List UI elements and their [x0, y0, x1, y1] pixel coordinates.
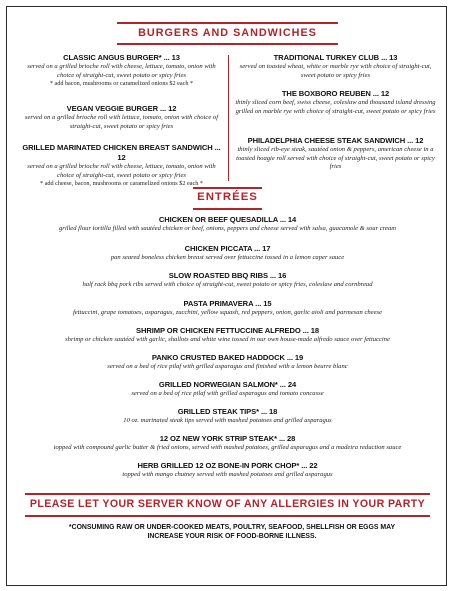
- item-description: served on a grilled brioche roll with lettuce, tomato, onion with choice of straight-cut, sweet potato or spicy fries: [24, 114, 219, 130]
- menu-item-vegan-veggie-burger: [19, 104, 224, 131]
- allergy-rule-top: [25, 493, 430, 495]
- item-name: VEGAN VEGGIE BURGER ... 12: [66, 104, 177, 113]
- entrees-rule-top: [193, 187, 262, 189]
- item-description: served on a grilled brioche roll with cheese, lettuce, tomato, onion with choice of straight-cut, sweet potato or spicy fries: [27, 63, 216, 79]
- menu-item-pork-chop: [21, 461, 434, 480]
- burgers-rule-top: [117, 22, 338, 24]
- item-description: thinly sliced rib-eye steak, sautéed onion & peppers, american cheese in a toasted hoagie roll served with choice of straight-cut, sweet potato or spicy fries: [236, 146, 435, 171]
- item-name: PASTA PRIMAVERA ... 15: [183, 299, 272, 308]
- item-name: GRILLED STEAK TIPS* ... 18: [177, 407, 278, 416]
- item-description: topped with mango chutney served with mashed potatoes and grilled asparagus: [122, 471, 333, 478]
- menu-item-quesadilla: [21, 215, 434, 234]
- menu-item-turkey-club: [233, 53, 438, 80]
- item-description: served on toasted wheat, white or marble rye with choice of straight-cut, sweet potato or spicy fries: [239, 63, 432, 79]
- menu-item-ny-strip-steak: [21, 434, 434, 453]
- menu-item-pasta-primavera: [21, 299, 434, 318]
- item-name: SLOW ROASTED BBQ RIBS ... 16: [168, 271, 287, 280]
- item-name: TRADITIONAL TURKEY CLUB ... 13: [273, 53, 398, 62]
- item-name: CHICKEN PICCATA ... 17: [184, 244, 271, 253]
- item-description: served on a bed of rice pilaf with grilled asparagus and tomato concasse: [131, 390, 324, 397]
- item-description: fettuccini, grape tomatoes, asparagus, zucchini, yellow squash, red peppers, onion, garlic aioli and parmesan cheese: [72, 309, 383, 316]
- menu-item-fettuccine-alfredo: [21, 326, 434, 345]
- item-description: 10 oz. marinated steak tips served with mashed potatoes and grilled asparagus: [123, 417, 332, 424]
- item-description: grilled flour tortilla filled with sautéed chicken or beef, onions, peppers and cheese served with salsa, guacamole & sour cream: [58, 225, 397, 232]
- menu-item-philly-cheese-steak: [233, 136, 438, 172]
- item-description: served on a grilled brioche roll with cheese, lettuce, tomato, onion with choice of straight-cut, sweet potato or spicy fries: [27, 163, 216, 179]
- allergy-rule-bottom: [25, 515, 430, 517]
- item-name: CLASSIC ANGUS BURGER* ... 13: [63, 53, 180, 62]
- column-divider: [228, 55, 229, 181]
- item-description: topped with compound garlic butter & fried onions, served with mashed potatoes, grilled asparagus and a madeira reduction sauce: [53, 444, 402, 451]
- item-name: HERB GRILLED 12 OZ BONE-IN PORK CHOP* ... 22: [137, 461, 318, 470]
- item-description: half rack bbq pork ribs served with choice of straight-cut, sweet potato or spicy fries, coleslaw and cornbread: [82, 281, 373, 288]
- raw-food-warning: *CONSUMING RAW OR UNDER-COOKED MEATS, POULTRY, SEAFOOD, SHELLFISH OR EGGS MAY INCREASE YOUR RISK OF FOOD-BORNE ILLNESS.: [68, 524, 396, 540]
- menu-item-classic-angus-burger: [19, 53, 224, 89]
- menu-item-grilled-chicken-sandwich: [19, 143, 224, 189]
- item-description: served on a bed of rice pilaf with grilled asparagus and finished with a lemon beurre blanc: [107, 363, 348, 370]
- item-name: THE BOXBORO REUBEN ... 12: [281, 89, 390, 98]
- item-name: GRILLED MARINATED CHICKEN BREAST SANDWICH ... 12: [22, 143, 221, 162]
- item-name: GRILLED NORWEGIAN SALMON* ... 24: [158, 380, 297, 389]
- item-description: thinly sliced corn beef, swiss cheese, coleslaw and thousand island dressing grilled on marble rye with choice of straight-cut, sweet potato or spicy fries: [235, 99, 436, 115]
- entrees-title: ENTRÉES: [197, 191, 258, 203]
- burgers-title: BURGERS AND SANDWICHES: [138, 27, 317, 39]
- menu-item-chicken-piccata: [21, 244, 434, 263]
- item-addon: * add bacon, mushrooms or caramelized onions $2 each *: [49, 80, 194, 88]
- menu-item-baked-haddock: [21, 353, 434, 372]
- item-name: PHILADELPHIA CHEESE STEAK SANDWICH ... 12: [247, 136, 424, 145]
- allergy-notice: PLEASE LET YOUR SERVER KNOW OF ANY ALLERGIES IN YOUR PARTY: [29, 498, 426, 510]
- menu-item-bbq-ribs: [21, 271, 434, 290]
- item-name: SHRIMP OR CHICKEN FETTUCCINE ALFREDO ... 18: [135, 326, 320, 335]
- item-name: PANKO CRUSTED BAKED HADDOCK ... 19: [151, 353, 304, 362]
- menu-item-boxboro-reuben: [233, 89, 438, 116]
- burgers-rule-bottom: [117, 43, 338, 45]
- menu-page: [6, 6, 447, 586]
- item-description: pan seared boneless chicken breast served over fettuccine tossed in a lemon caper sauce: [110, 254, 345, 261]
- entrees-rule-bottom: [193, 208, 262, 210]
- item-description: shrimp or chicken sautéed with garlic, shallots and white wine tossed in our own house-made alfredo sauce over fettuccine: [65, 336, 390, 343]
- item-addon: * add cheese, bacon, mushrooms or caramelized onions $2 each *: [40, 180, 203, 188]
- menu-item-norwegian-salmon: [21, 380, 434, 399]
- menu-item-steak-tips: [21, 407, 434, 426]
- item-name: CHICKEN OR BEEF QUESADILLA ... 14: [158, 215, 297, 224]
- item-name: 12 OZ NEW YORK STRIP STEAK* ... 28: [159, 434, 296, 443]
